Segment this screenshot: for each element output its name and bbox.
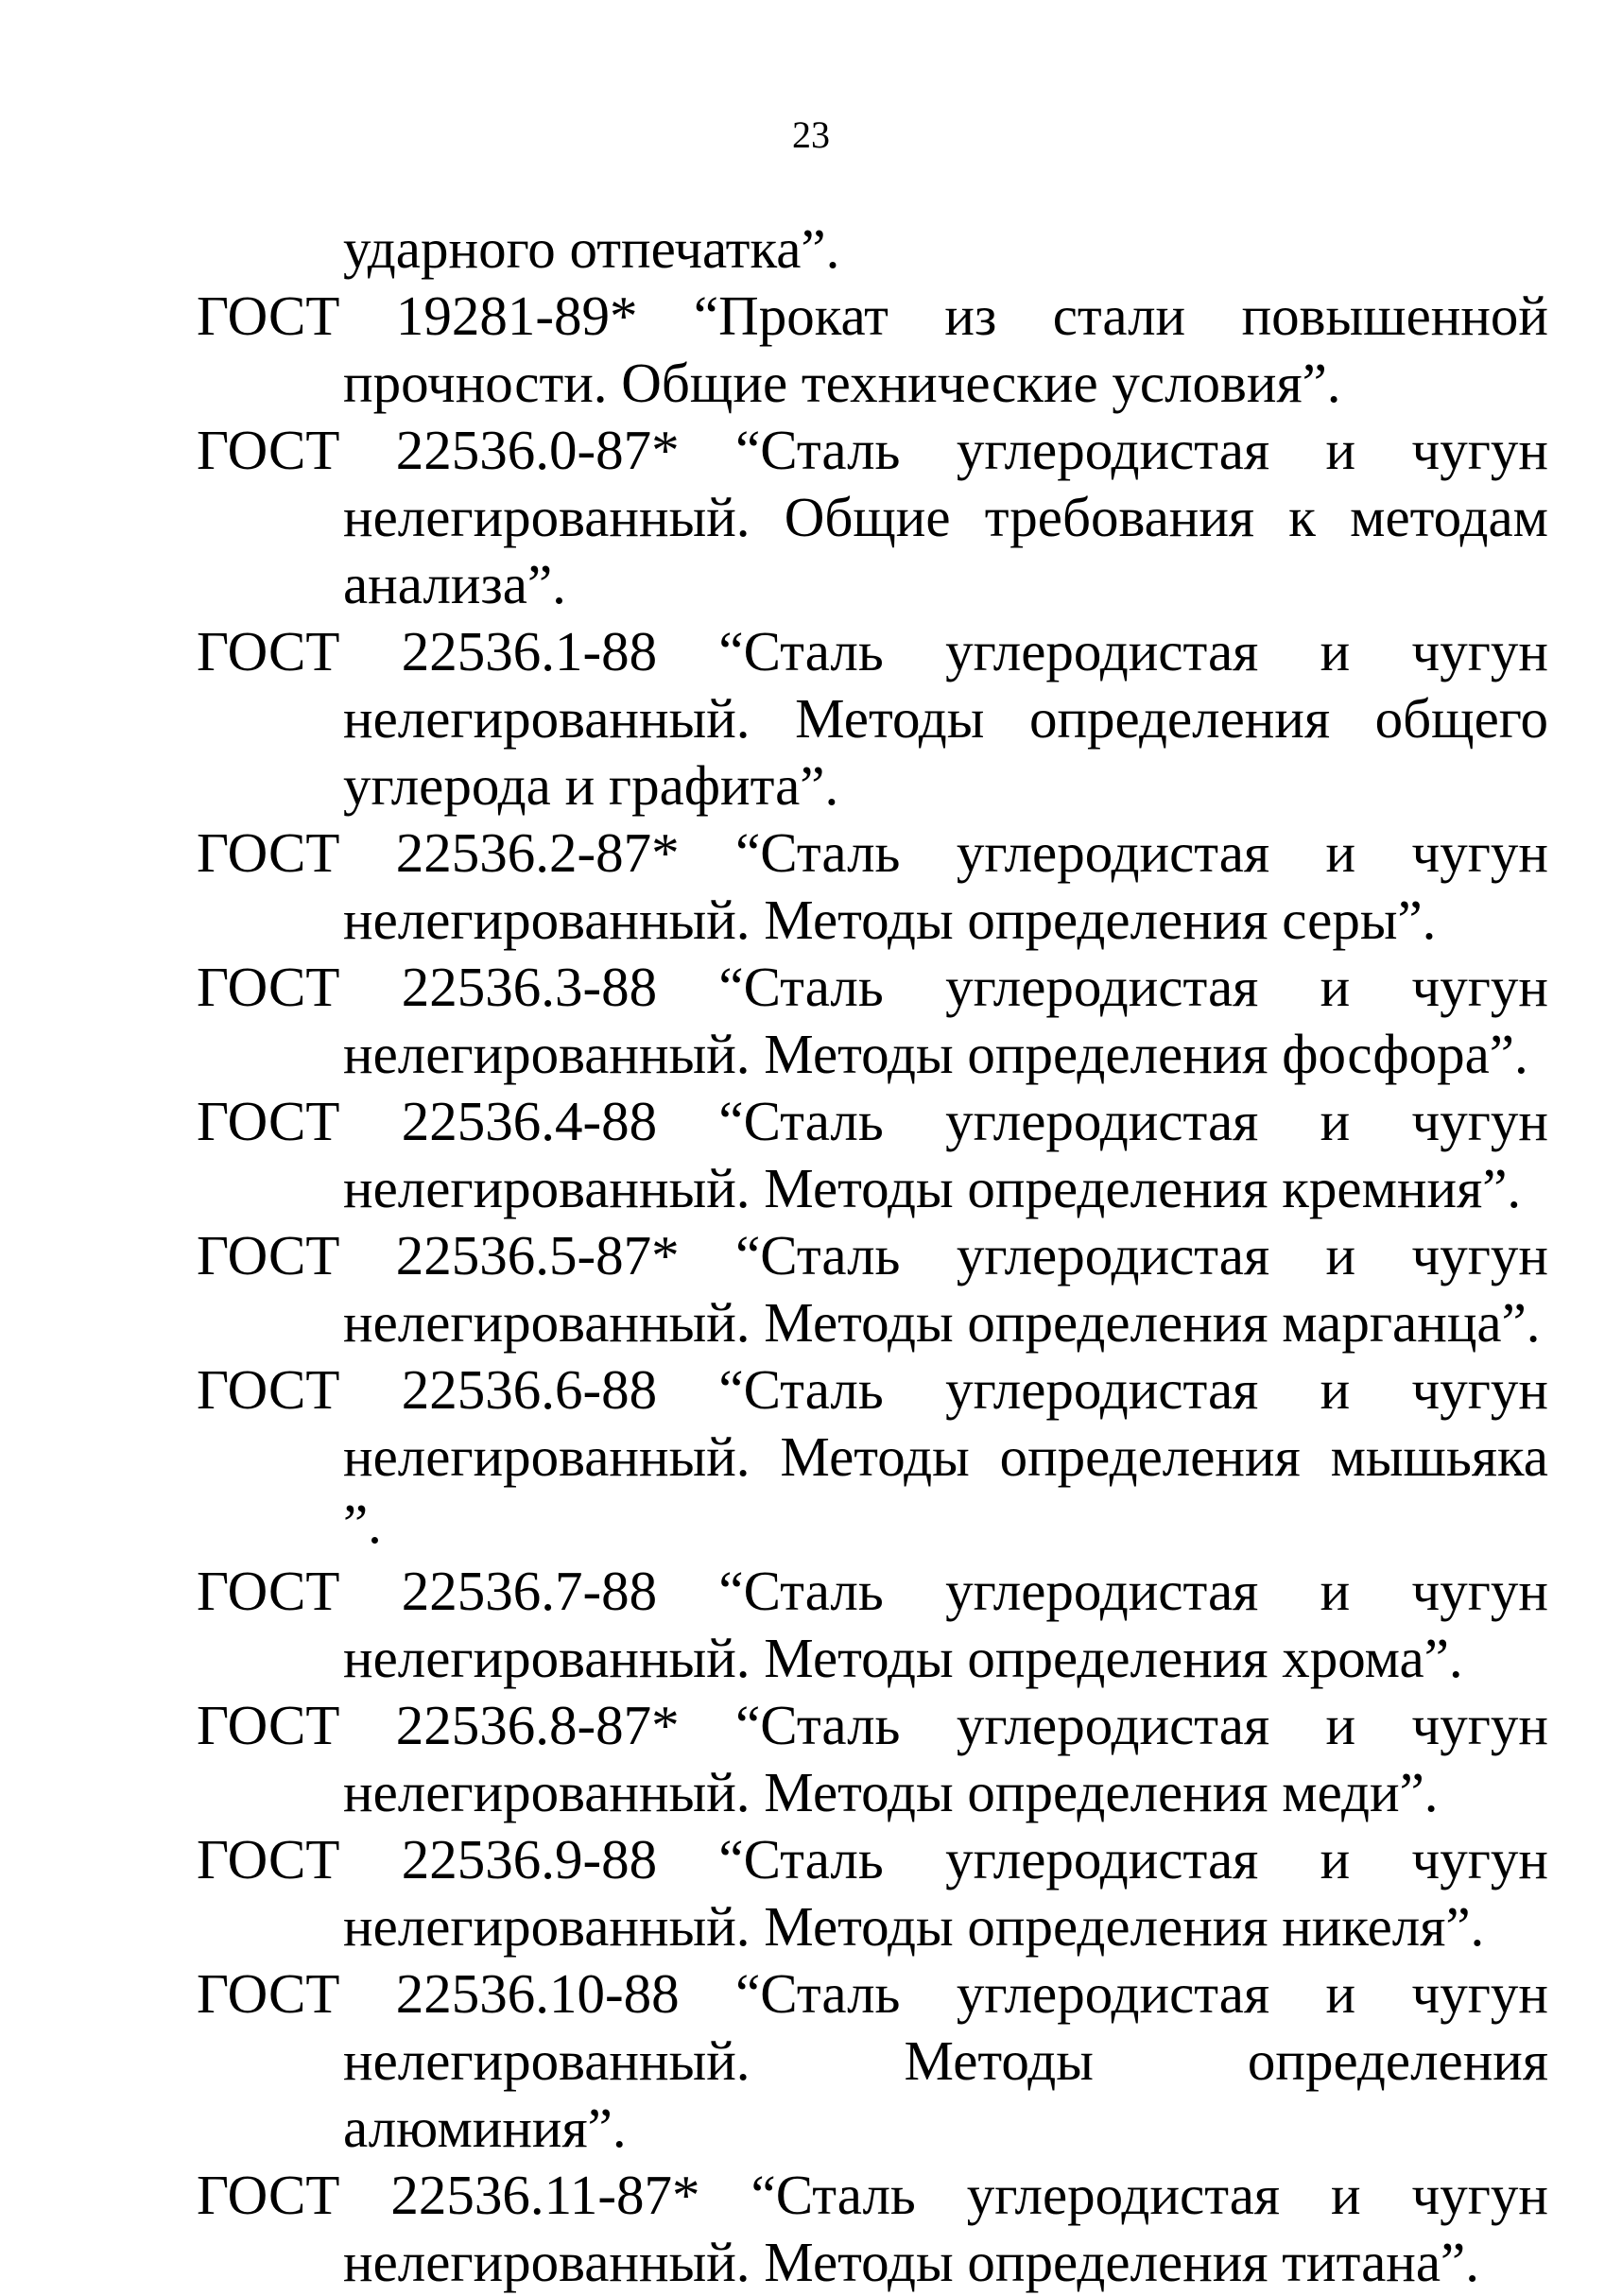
standard-code: ГОСТ 22536.1-88 xyxy=(197,620,658,682)
standard-title: “Сталь углеродистая и чугун нелегированный. Методы определения титана”. xyxy=(343,2164,1548,2293)
standard-title: “Сталь углеродистая и чугун нелегированный. Методы определения фосфора”. xyxy=(343,956,1548,1085)
standard-entry xyxy=(197,1960,1548,2162)
standard-entry xyxy=(197,417,1548,618)
standard-entry xyxy=(197,1222,1548,1356)
standard-title: “Сталь углеродистая и чугун нелегированный. Методы определения марганца”. xyxy=(343,1224,1548,1354)
standard-entry xyxy=(197,1826,1548,1960)
standard-code: ГОСТ 19281-89* xyxy=(197,285,638,347)
standard-title: “Сталь углеродистая и чугун нелегированный. Методы определения мышьяка ”. xyxy=(343,1358,1548,1555)
standard-entry xyxy=(197,1692,1548,1826)
standard-title: “Сталь углеродистая и чугун нелегированный. Методы определения меди”. xyxy=(343,1694,1548,1823)
standard-title: “Сталь углеродистая и чугун нелегированный. Методы определения серы”. xyxy=(343,821,1548,951)
standard-entry xyxy=(197,1558,1548,1692)
standard-entry xyxy=(197,1356,1548,1558)
standard-code: ГОСТ 22536.2-87* xyxy=(197,821,680,884)
standard-code: ГОСТ 22536.5-87* xyxy=(197,1224,680,1286)
standard-code: ГОСТ 22536.3-88 xyxy=(197,956,658,1018)
standard-entry xyxy=(197,820,1548,954)
standard-code: ГОСТ 22536.8-87* xyxy=(197,1694,680,1756)
standard-title: “Сталь углеродистая и чугун нелегированный. Методы определения хрома”. xyxy=(343,1560,1548,1689)
standard-entry xyxy=(197,283,1548,417)
standard-title: “Прокат из стали повышенной прочности. Общие технические условия”. xyxy=(343,285,1548,414)
standard-entry xyxy=(197,1088,1548,1222)
standard-title: “Сталь углеродистая и чугун нелегированный. Методы определения алюминия”. xyxy=(343,1962,1548,2159)
page-number: 23 xyxy=(792,113,830,156)
standard-entry xyxy=(197,954,1548,1088)
standard-code: ГОСТ 22536.6-88 xyxy=(197,1358,658,1421)
standard-code: ГОСТ 22536.7-88 xyxy=(197,1560,658,1622)
standard-code: ГОСТ 22536.10-88 xyxy=(197,1962,680,2025)
standard-title: “Сталь углеродистая и чугун нелегированный. Методы определения кремния”. xyxy=(343,1090,1548,1219)
standard-title: “Сталь углеродистая и чугун нелегированный. Общие требования к методам анализа”. xyxy=(343,419,1548,615)
standard-code: ГОСТ 22536.9-88 xyxy=(197,1828,658,1890)
standard-code: ГОСТ 22536.11-87* xyxy=(197,2164,700,2226)
standard-code: ГОСТ 22536.0-87* xyxy=(197,419,680,481)
standard-entry xyxy=(197,618,1548,820)
standard-code: ГОСТ 22536.4-88 xyxy=(197,1090,658,1152)
continuation-text: ударного отпечатка”. xyxy=(343,217,840,280)
standard-title: “Сталь углеродистая и чугун нелегированный. Методы определения никеля”. xyxy=(343,1828,1548,1958)
standard-title: “Сталь углеродистая и чугун нелегированный. Методы определения общего углерода и графита”. xyxy=(343,620,1548,817)
standards-list xyxy=(197,216,1548,2296)
